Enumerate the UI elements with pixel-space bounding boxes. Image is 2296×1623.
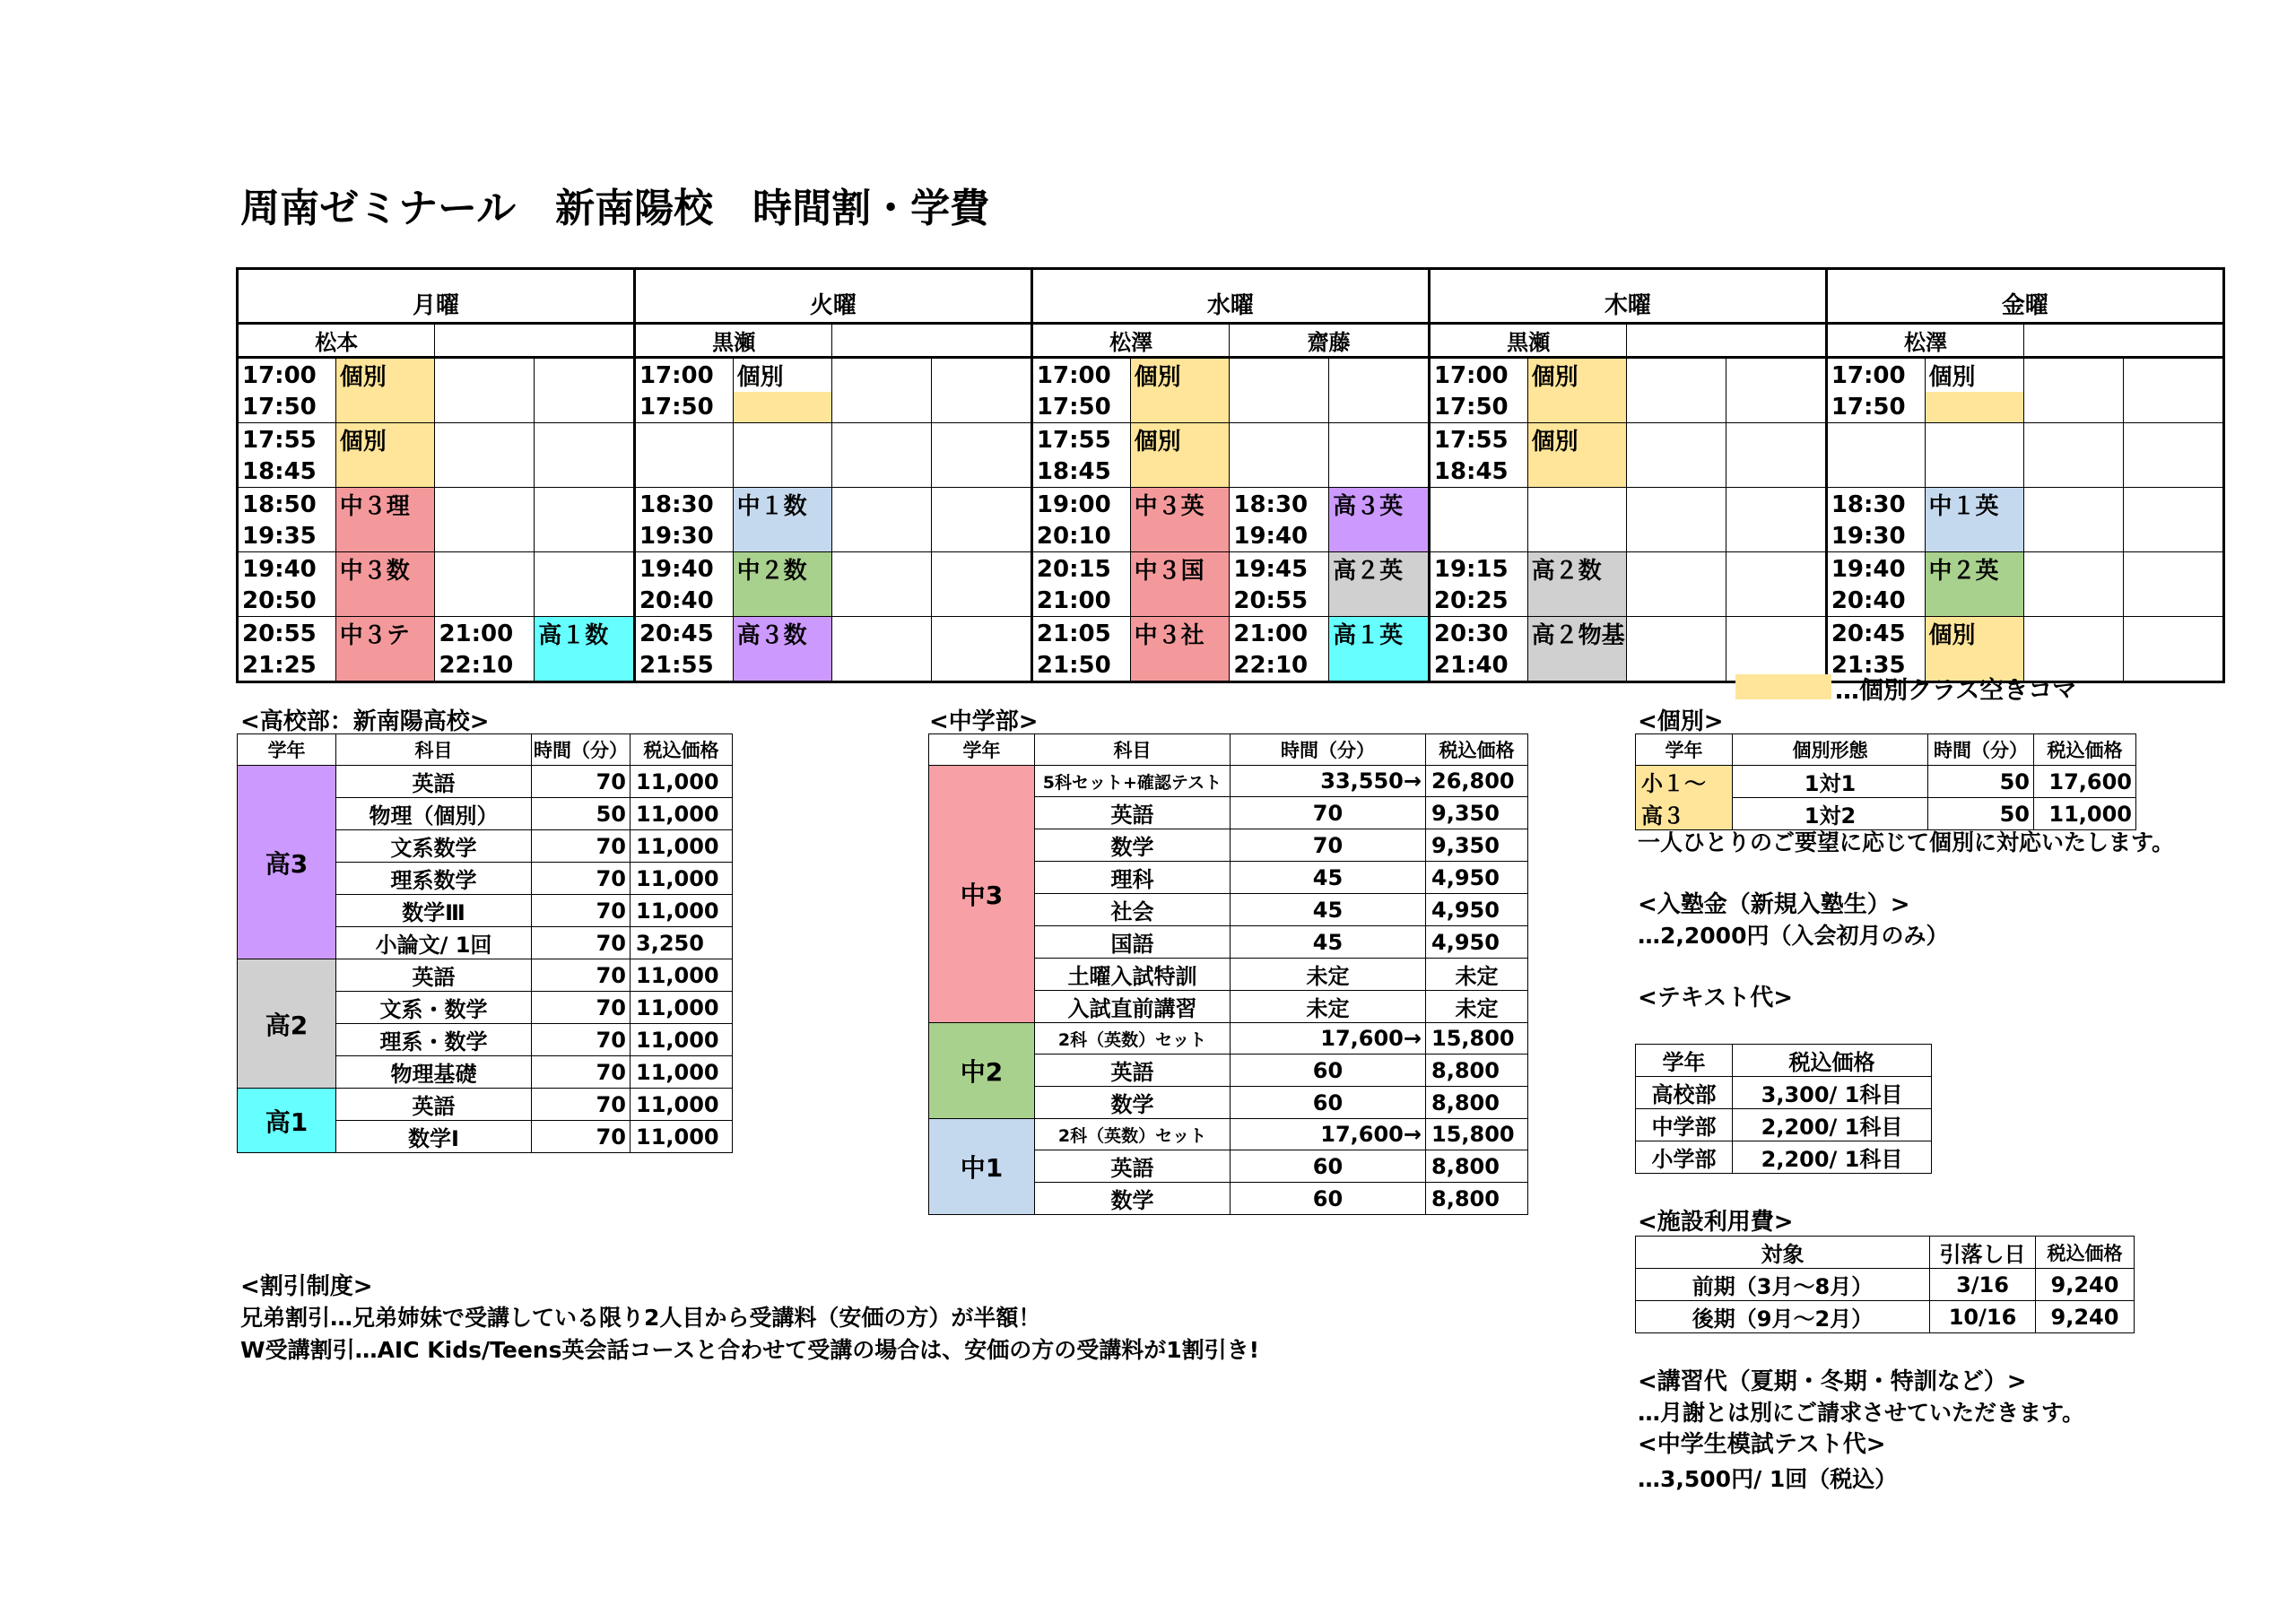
facility-heading: <施設利用費> <box>1638 1209 1794 1236</box>
kb-col-price: 税込価格 <box>2034 734 2136 766</box>
class-cell <box>1925 392 2024 423</box>
time-cell: 21:55 <box>634 650 733 682</box>
ms-minutes: 70 <box>1231 829 1426 862</box>
hs-subject: 英語 <box>336 1089 532 1121</box>
hs-price: 11,000 <box>631 830 733 863</box>
hs-subject: 数学Ⅰ <box>336 1121 532 1153</box>
class-cell <box>733 456 832 488</box>
class-cell: 個別 <box>1925 358 2024 393</box>
class-cell <box>1925 456 2024 488</box>
ms-subject: 英語 <box>1035 797 1231 829</box>
time-cell: 19:30 <box>634 521 733 552</box>
hs-subject: 理系数学 <box>336 863 532 895</box>
time-cell: 19:15 <box>1429 552 1527 586</box>
ms-minutes: 未定 <box>1231 991 1426 1023</box>
time-cell <box>1826 423 1925 457</box>
ms-subject: 数学 <box>1035 829 1231 862</box>
time-cell: 17:55 <box>238 423 336 457</box>
ms-price: 8,800 <box>1426 1087 1528 1119</box>
kobetsu-note: 一人ひとりのご要望に応じて個別に対応いたします。 <box>1638 829 2175 855</box>
hs-col-grade: 学年 <box>238 734 336 766</box>
ms-subject: 2科（英数）セット <box>1035 1023 1231 1055</box>
ms-price: 未定 <box>1426 959 1528 991</box>
time-cell: 17:55 <box>1031 423 1130 457</box>
ms-minutes: 17,600→ <box>1231 1119 1426 1150</box>
class-cell: 中３社 <box>1130 617 1230 651</box>
tf-price: 3,300/ 1科目 <box>1733 1077 1932 1109</box>
day-header-tue: 火曜 <box>634 269 1031 324</box>
class-cell <box>335 586 435 617</box>
class-cell: 中３英 <box>1130 488 1230 522</box>
tf-price: 2,200/ 1科目 <box>1733 1109 1932 1141</box>
kb-col-grade: 学年 <box>1636 734 1733 766</box>
time-cell <box>634 456 733 488</box>
discount-sibling: 兄弟割引…兄弟姉妹で受講している限り2人目から受講料（安価の方）が半額！ <box>240 1305 1041 1331</box>
fac-target: 前期（3月～8月） <box>1636 1269 1930 1301</box>
class-cell <box>1527 586 1627 617</box>
time-cell: 19:40 <box>1826 552 1925 586</box>
teacher-wed-1: 松澤 <box>1031 324 1229 358</box>
hs-price: 11,000 <box>631 863 733 895</box>
class-cell: 個別 <box>1130 423 1230 457</box>
ms-minutes: 60 <box>1231 1150 1426 1183</box>
class-cell <box>1329 650 1430 682</box>
ms-price: 15,800 <box>1426 1023 1528 1055</box>
class-cell: 個別 <box>1130 358 1230 393</box>
time-cell: 18:50 <box>238 488 336 522</box>
hs-minutes: 70 <box>532 927 631 959</box>
table-row <box>929 766 1528 797</box>
time-cell: 19:40 <box>1230 521 1329 552</box>
koshu-heading: <講習代（夏期・冬期・特訓など）> <box>1638 1368 2027 1395</box>
class-cell <box>1925 423 2024 457</box>
class-cell: 高１英 <box>1329 617 1430 651</box>
hs-subject: 物理（個別） <box>336 798 532 830</box>
ms-price: 8,800 <box>1426 1183 1528 1215</box>
kobetsu-heading: <個別> <box>1638 708 1724 735</box>
time-cell: 18:30 <box>1826 488 1925 522</box>
hs-col-minutes: 時間（分） <box>532 734 631 766</box>
hs-minutes: 70 <box>532 1024 631 1056</box>
fac-date: 10/16 <box>1930 1301 2036 1333</box>
hs-minutes: 70 <box>532 1121 631 1153</box>
ms-minutes: 17,600→ <box>1231 1023 1426 1055</box>
ms-grade: 中1 <box>929 1119 1035 1215</box>
class-cell <box>733 586 832 617</box>
time-cell: 21:40 <box>1429 650 1527 682</box>
time-cell: 22:10 <box>435 650 535 682</box>
hs-grade: 高2 <box>238 959 336 1089</box>
class-cell: 中１数 <box>733 488 832 522</box>
time-cell: 17:50 <box>634 392 733 423</box>
class-cell: 高１数 <box>535 617 635 651</box>
class-cell <box>335 650 435 682</box>
hs-minutes: 70 <box>532 766 631 798</box>
moshi-heading: <中学生模試テスト代> <box>1638 1431 1886 1458</box>
time-cell: 19:35 <box>238 521 336 552</box>
time-cell: 17:00 <box>1031 358 1130 393</box>
class-cell: 高２数 <box>1527 552 1627 586</box>
time-cell: 19:40 <box>634 552 733 586</box>
hs-minutes: 50 <box>532 798 631 830</box>
hs-price: 11,000 <box>631 1121 733 1153</box>
kobetsu-table <box>1635 733 2136 830</box>
class-cell: 中３理 <box>335 488 435 522</box>
class-cell: 高３英 <box>1329 488 1430 522</box>
ms-price: 未定 <box>1426 991 1528 1023</box>
facility-table <box>1635 1236 2135 1333</box>
table-row <box>238 766 733 798</box>
class-cell <box>1925 586 2024 617</box>
class-cell <box>335 456 435 488</box>
tf-grade: 中学部 <box>1636 1109 1733 1141</box>
class-cell <box>1527 488 1627 522</box>
teacher-wed-2: 齋藤 <box>1230 324 1430 358</box>
fac-price: 9,240 <box>2036 1269 2135 1301</box>
moshi-text: …3,500円/ 1回（税込） <box>1638 1466 1898 1492</box>
ms-subject: 数学 <box>1035 1087 1231 1119</box>
time-cell: 18:30 <box>634 488 733 522</box>
hs-price: 11,000 <box>631 1024 733 1056</box>
time-cell: 17:00 <box>1826 358 1925 393</box>
time-cell: 20:15 <box>1031 552 1130 586</box>
hs-price: 11,000 <box>631 766 733 798</box>
ms-price: 8,800 <box>1426 1055 1528 1087</box>
ms-minutes: 60 <box>1231 1183 1426 1215</box>
ms-minutes: 70 <box>1231 797 1426 829</box>
class-cell: 高３数 <box>733 617 832 651</box>
class-cell <box>733 423 832 457</box>
time-cell <box>1826 456 1925 488</box>
hs-subject: 理系・数学 <box>336 1024 532 1056</box>
class-cell: 中３国 <box>1130 552 1230 586</box>
day-header-mon: 月曜 <box>238 269 635 324</box>
ms-minutes: 45 <box>1231 894 1426 926</box>
discount-heading: <割引制度> <box>240 1273 373 1300</box>
ms-col-price: 税込価格 <box>1426 734 1528 766</box>
class-cell <box>733 650 832 682</box>
ms-subject: 理科 <box>1035 862 1231 894</box>
high-school-heading: <高校部：新南陽高校> <box>240 708 490 735</box>
time-cell: 18:45 <box>238 456 336 488</box>
class-cell: 中３テ <box>335 617 435 651</box>
ms-price: 9,350 <box>1426 797 1528 829</box>
hs-col-price: 税込価格 <box>631 734 733 766</box>
ms-subject: 国語 <box>1035 926 1231 959</box>
hs-subject: 小論文/ 1回 <box>336 927 532 959</box>
hs-col-subject: 科目 <box>336 734 532 766</box>
time-cell: 21:25 <box>238 650 336 682</box>
time-cell: 20:25 <box>1429 586 1527 617</box>
ms-minutes: 未定 <box>1231 959 1426 991</box>
table-row <box>929 1119 1528 1150</box>
discount-w: W受講割引…AIC Kids/Teens英会話コースと合わせて受講の場合は、安価の方の受講料が1割引き! <box>240 1337 1259 1363</box>
hs-price: 11,000 <box>631 1056 733 1089</box>
timetable <box>236 267 2225 683</box>
nyujuku-text: …2,2000円（入会初月のみ） <box>1638 923 1949 949</box>
class-cell: 個別 <box>733 358 832 393</box>
fac-col-target: 対象 <box>1636 1237 1930 1269</box>
table-row <box>238 959 733 992</box>
class-cell <box>1925 521 2024 552</box>
teacher-fri: 松澤 <box>1826 324 2023 358</box>
ms-price: 4,950 <box>1426 862 1528 894</box>
time-cell: 17:55 <box>1429 423 1527 457</box>
teacher-mon: 松本 <box>238 324 435 358</box>
time-cell: 20:45 <box>634 617 733 651</box>
time-cell: 21:35 <box>1826 650 1925 682</box>
table-row <box>238 1089 733 1121</box>
middle-school-table <box>928 733 1528 1215</box>
time-cell: 21:00 <box>1031 586 1130 617</box>
ms-subject: 数学 <box>1035 1183 1231 1215</box>
hs-minutes: 70 <box>532 1056 631 1089</box>
class-cell: 高２英 <box>1329 552 1430 586</box>
ms-price: 26,800 <box>1426 766 1528 797</box>
koshu-text: …月謝とは別にご請求させていただきます。 <box>1638 1400 2085 1426</box>
day-header-fri: 金曜 <box>1826 269 2223 324</box>
class-cell: 中３数 <box>335 552 435 586</box>
hs-subject: 文系数学 <box>336 830 532 863</box>
fac-price: 9,240 <box>2036 1301 2135 1333</box>
ms-col-minutes: 時間（分） <box>1231 734 1426 766</box>
high-school-table <box>237 733 733 1153</box>
time-cell: 19:30 <box>1826 521 1925 552</box>
ms-grade: 中3 <box>929 766 1035 1023</box>
ms-price: 4,950 <box>1426 894 1528 926</box>
class-cell: 個別 <box>1527 358 1627 393</box>
time-cell: 20:10 <box>1031 521 1130 552</box>
time-cell: 19:00 <box>1031 488 1130 522</box>
kb-col-minutes: 時間（分） <box>1928 734 2034 766</box>
day-header-thu: 木曜 <box>1429 269 1826 324</box>
time-cell: 17:00 <box>1429 358 1527 393</box>
ms-subject: 5科セット+確認テスト <box>1035 766 1231 797</box>
ms-price: 8,800 <box>1426 1150 1528 1183</box>
class-cell: 中２英 <box>1925 552 2024 586</box>
time-cell: 20:45 <box>1826 617 1925 651</box>
ms-price: 15,800 <box>1426 1119 1528 1150</box>
hs-subject: 英語 <box>336 959 532 992</box>
kb-price: 11,000 <box>2034 798 2136 830</box>
ms-price: 4,950 <box>1426 926 1528 959</box>
time-cell: 21:00 <box>435 617 535 651</box>
ms-subject: 土曜入試特訓 <box>1035 959 1231 991</box>
time-cell: 21:50 <box>1031 650 1130 682</box>
class-cell <box>1130 392 1230 423</box>
ms-subject: 社会 <box>1035 894 1231 926</box>
ms-minutes: 60 <box>1231 1087 1426 1119</box>
class-cell: 個別 <box>335 423 435 457</box>
kb-col-type: 個別形態 <box>1733 734 1928 766</box>
hs-minutes: 70 <box>532 895 631 927</box>
time-cell <box>1429 488 1527 522</box>
time-cell: 20:55 <box>238 617 336 651</box>
ms-subject: 英語 <box>1035 1150 1231 1183</box>
class-cell: 個別 <box>335 358 435 393</box>
fac-target: 後期（9月～2月） <box>1636 1301 1930 1333</box>
ms-minutes: 60 <box>1231 1055 1426 1087</box>
fac-date: 3/16 <box>1930 1269 2036 1301</box>
day-header-wed: 水曜 <box>1031 269 1429 324</box>
hs-subject: 文系・数学 <box>336 992 532 1024</box>
class-cell <box>733 392 832 423</box>
tf-price: 2,200/ 1科目 <box>1733 1141 1932 1174</box>
kb-minutes: 50 <box>1928 766 2034 798</box>
ms-col-grade: 学年 <box>929 734 1035 766</box>
class-cell <box>1527 521 1627 552</box>
time-cell <box>634 423 733 457</box>
text-fee-heading: <テキスト代> <box>1638 985 1794 1011</box>
class-cell <box>1329 521 1430 552</box>
class-cell <box>1130 521 1230 552</box>
hs-subject: 物理基礎 <box>336 1056 532 1089</box>
hs-subject: 数学Ⅲ <box>336 895 532 927</box>
table-row <box>929 1023 1528 1055</box>
time-cell: 20:40 <box>1826 586 1925 617</box>
kb-grade-1: 小１～ <box>1636 766 1733 798</box>
ms-subject: 英語 <box>1035 1055 1231 1087</box>
class-cell <box>1527 650 1627 682</box>
text-fee-table <box>1635 1044 1932 1174</box>
class-cell: 中２数 <box>733 552 832 586</box>
time-cell: 20:40 <box>634 586 733 617</box>
time-cell: 17:00 <box>634 358 733 393</box>
kb-type: 1対2 <box>1733 798 1928 830</box>
time-cell: 18:45 <box>1429 456 1527 488</box>
time-cell: 21:00 <box>1230 617 1329 651</box>
tf-grade: 小学部 <box>1636 1141 1733 1174</box>
time-cell: 19:40 <box>238 552 336 586</box>
kb-minutes: 50 <box>1928 798 2034 830</box>
fac-col-date: 引落し日 <box>1930 1237 2036 1269</box>
time-cell: 20:50 <box>238 586 336 617</box>
time-cell: 20:30 <box>1429 617 1527 651</box>
tf-col-price: 税込価格 <box>1733 1045 1932 1077</box>
class-cell <box>1130 586 1230 617</box>
time-cell: 17:50 <box>1429 392 1527 423</box>
hs-grade: 高1 <box>238 1089 336 1153</box>
time-cell: 21:05 <box>1031 617 1130 651</box>
legend-text: …個別クラス空きコマ <box>1835 677 2077 705</box>
tf-grade: 高校部 <box>1636 1077 1733 1109</box>
class-cell: 高２物基 <box>1527 617 1627 651</box>
time-cell: 18:30 <box>1230 488 1329 522</box>
middle-school-heading: <中学部> <box>929 708 1039 735</box>
ms-price: 9,350 <box>1426 829 1528 862</box>
hs-minutes: 70 <box>532 992 631 1024</box>
class-cell: 中１英 <box>1925 488 2024 522</box>
class-cell <box>535 650 635 682</box>
ms-minutes: 45 <box>1231 926 1426 959</box>
time-cell <box>1429 521 1527 552</box>
hs-price: 11,000 <box>631 798 733 830</box>
hs-price: 11,000 <box>631 1089 733 1121</box>
hs-minutes: 70 <box>532 830 631 863</box>
legend-swatch <box>1735 674 1831 699</box>
time-cell: 17:50 <box>1826 392 1925 423</box>
tf-col-grade: 学年 <box>1636 1045 1733 1077</box>
ms-minutes: 33,550→ <box>1231 766 1426 797</box>
teacher-tue: 黒瀬 <box>634 324 831 358</box>
time-cell: 20:55 <box>1230 586 1329 617</box>
hs-subject: 英語 <box>336 766 532 798</box>
class-cell: 個別 <box>1527 423 1627 457</box>
class-cell <box>335 521 435 552</box>
ms-grade: 中2 <box>929 1023 1035 1119</box>
time-cell: 18:45 <box>1031 456 1130 488</box>
hs-minutes: 70 <box>532 863 631 895</box>
nyujuku-heading: <入塾金（新規入塾生）> <box>1638 891 1910 918</box>
kb-price: 17,600 <box>2034 766 2136 798</box>
hs-grade: 高3 <box>238 766 336 959</box>
class-cell <box>1527 392 1627 423</box>
time-cell: 22:10 <box>1230 650 1329 682</box>
ms-minutes: 45 <box>1231 862 1426 894</box>
hs-price: 3,250 <box>631 927 733 959</box>
kb-type: 1対1 <box>1733 766 1928 798</box>
ms-col-subject: 科目 <box>1035 734 1231 766</box>
ms-subject: 2科（英数）セット <box>1035 1119 1231 1150</box>
page-title: 周南ゼミナール 新南陽校 時間割・学費 <box>240 186 990 231</box>
class-cell <box>1130 650 1230 682</box>
teacher-thu: 黒瀬 <box>1429 324 1626 358</box>
hs-minutes: 70 <box>532 1089 631 1121</box>
hs-price: 11,000 <box>631 959 733 992</box>
class-cell <box>733 521 832 552</box>
fac-col-price: 税込価格 <box>2036 1237 2135 1269</box>
time-cell: 17:00 <box>238 358 336 393</box>
kb-grade-2: 高３ <box>1636 798 1733 830</box>
class-cell <box>335 392 435 423</box>
hs-price: 11,000 <box>631 895 733 927</box>
time-cell: 17:50 <box>238 392 336 423</box>
class-cell: 個別 <box>1925 617 2024 651</box>
class-cell <box>1329 586 1430 617</box>
class-cell <box>1130 456 1230 488</box>
hs-minutes: 70 <box>532 959 631 992</box>
class-cell <box>1527 456 1627 488</box>
time-cell: 17:50 <box>1031 392 1130 423</box>
hs-price: 11,000 <box>631 992 733 1024</box>
time-cell: 19:45 <box>1230 552 1329 586</box>
ms-subject: 入試直前講習 <box>1035 991 1231 1023</box>
